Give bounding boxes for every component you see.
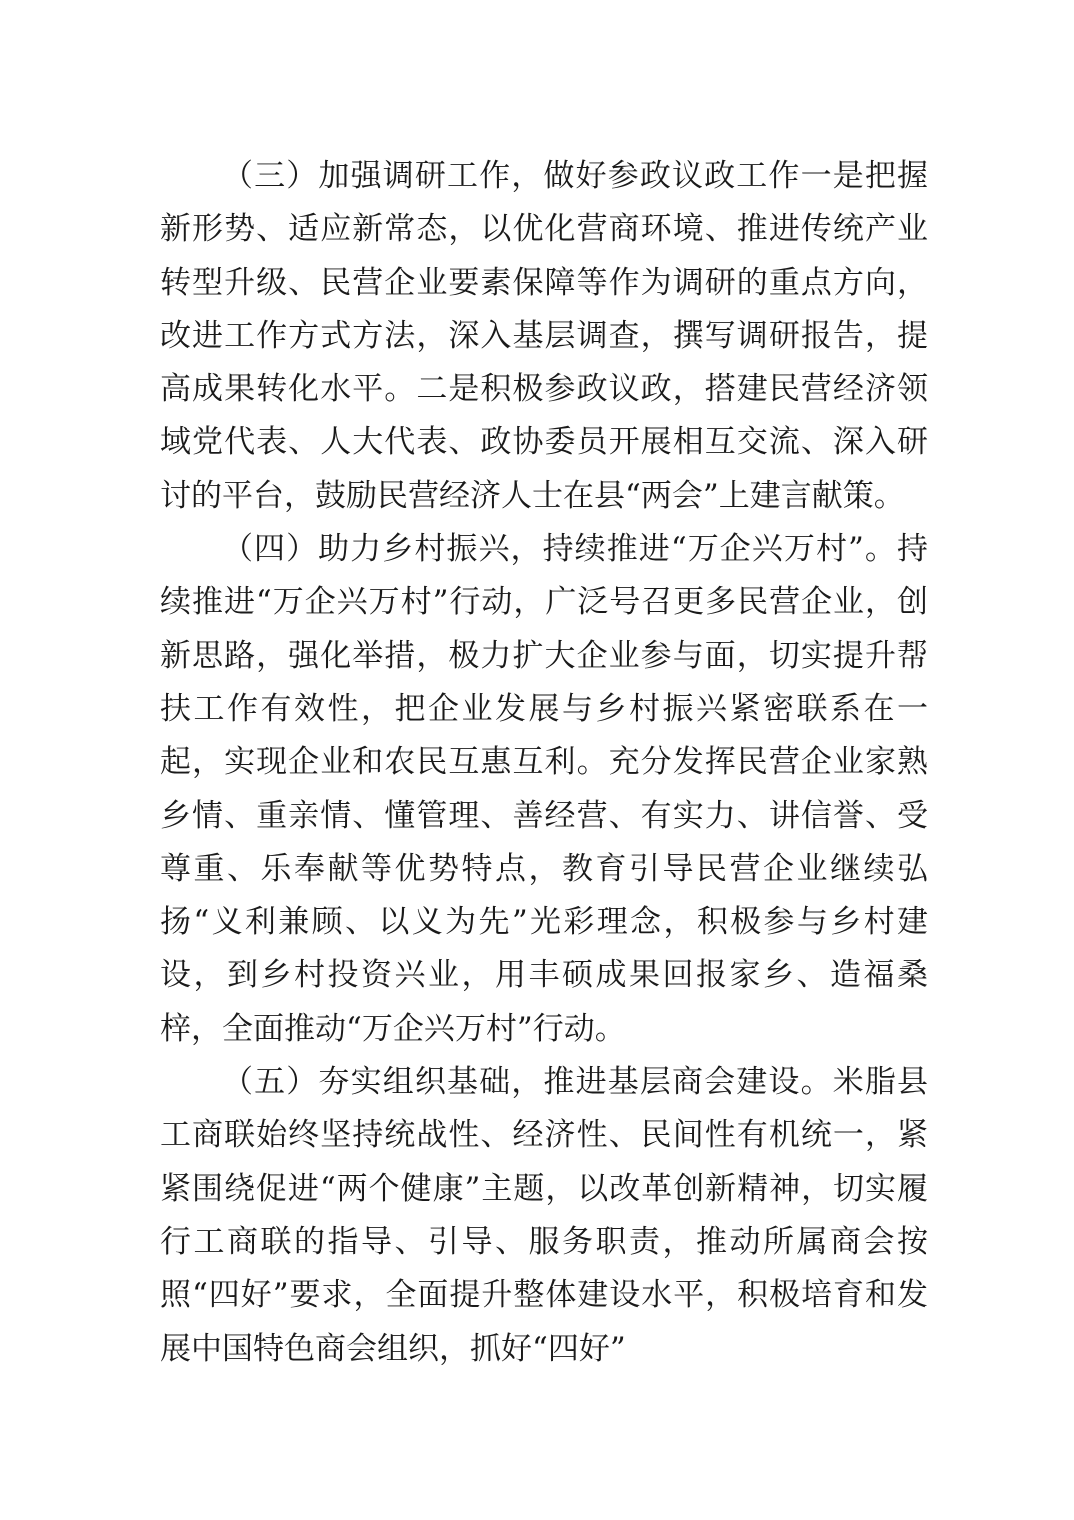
paragraph-rural-revitalization: （四）助力乡村振兴，持续推进“万企兴万村”。持续推进“万企兴万村”行动，广泛号召更多民营企业，创新思路，强化举措，极力扩大企业参与面，切实提升帮扶工作有效性，把企业发展与乡村振兴紧密联系在一起，实现企业和农民互惠互利。充分发挥民营企业家熟乡情、重亲情、懂管理、善经营、有实力、讲信誉、受尊重、乐奉献等优势特点，教育引导民营企业继续弘扬“义利兼顾、以义为先”光彩理念，积极参与乡村建设，到乡村投资兴业，用丰硕成果回报家乡、造福桑梓，全面推动“万企兴万村”行动。 [160, 531, 928, 1047]
paragraph-research-work: （三）加强调研工作，做好参政议政工作一是把握新形势、适应新常态，以优化营商环境、推进传统产业转型升级、民营企业要素保障等作为调研的重点方向，改进工作方式方法，深入基层调查，撰写调研报告，提高成果转化水平。二是积极参政议政，搭建民营经济领域党代表、人大代表、政协委员开展相互交流、深入研讨的平台，鼓励民营经济人士在县“两会”上建言献策。 [160, 158, 928, 514]
body-text [160, 150, 928, 1376]
paragraph-chamber-building: （五）夯实组织基础，推进基层商会建设。米脂县工商联始终坚持统战性、经济性、民间性有机统一，紧紧围绕促进“两个健康”主题，以改革创新精神，切实履行工商联的指导、引导、服务职责，推动所属商会按照“四好”要求，全面提升整体建设水平，积极培育和发展中国特色商会组织，抓好“四好” [160, 1064, 928, 1367]
